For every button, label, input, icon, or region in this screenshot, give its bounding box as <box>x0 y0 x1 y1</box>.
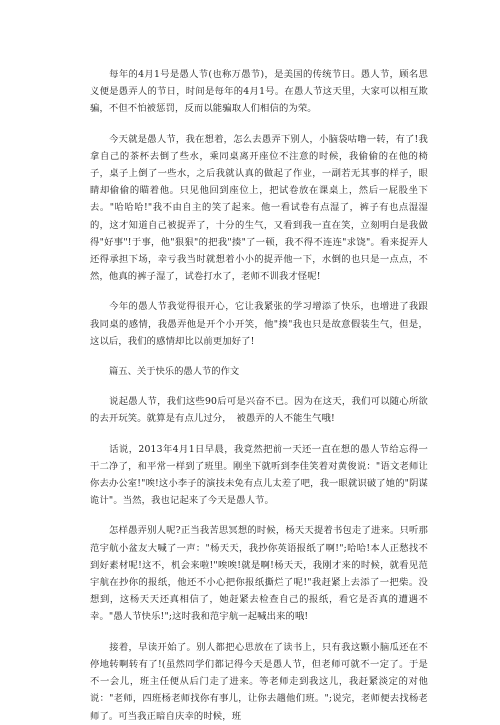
paragraph <box>90 639 428 725</box>
paragraph <box>90 393 428 427</box>
paragraph-text: 说起愚人节，我们这些90后可是兴奋不已。因为在这天，我们可以随心所欲的去开玩笑。就算是有点儿过分， 被愚弄的人不能生气哦! <box>90 396 428 425</box>
paragraph <box>90 131 428 286</box>
paragraph <box>90 522 428 625</box>
paragraph-text: 每年的4月1号是愚人节(也称万愚节)，是美国的传统节日。愚人节，顾名思义便是愚弄人的节日，时间是每年的4月1号。在愚人节这天里，大家可以相互欺骗，不但不怕被惩罚，反而以能骗取人们相信的为荣。 <box>90 69 428 115</box>
paragraph-text: 今天就是愚人节，我在想着，怎么去愚弄下别人，小脑袋咕噜一转，有了!我拿自己的茶杯去倒了些水，乘同桌离开座位不注意的时候，我偷偷的在他的椅子，桌子上倒了一些水，之后我就认真的做起了作业，一副若无其事的样子，眼睛却偷偷的瞄着他。只见他回到座位上，把试卷放在课桌上，然后一屁股坐下去。"哈哈哈!"我不由自主的笑了起来。他一看试卷有点湿了，裤子有也点湿湿的，这才知道自己被捉弄了，十分的生气，又看到我一直在笑，立刻明白是我做得"好事"!于事，他"狠狠"的把我"揍"了一顿，我不得不连连"求饶"。看来捉弄人还得承担下场，幸亏我当时就想着小小的捉弄他一下，水倒的也只是一点点，不然，他真的裤子湿了，试卷打水了，老师不训我才怪呢! <box>90 133 428 283</box>
paragraph <box>90 298 428 350</box>
paragraph-text: 怎样愚弄别人呢?正当我苦思冥想的时候，杨天天提着书包走了进来。只听那范宇航小盆友大喊了一声："杨天天，我抄你英语报纸了啊!";哈哈!本人正愁找不到好素材呢!这不，机会来啦!"唉唉!就是啊!杨天天，我刚才来的时候，就看见范宇航在抄你的报纸，他还不小心把你报纸撕烂了呢!"我赶紧上去添了一把柴。没想到，这杨天天还真相信了，她赶紧去检查自己的报纸，看它是否真的遭遇不幸。"愚人节快乐!";这时我和范宇航一起喊出来的哦! <box>90 525 428 623</box>
paragraph-text: 话说，2013年4月1日早晨，我竟然把前一天还一直在想的愚人节给忘得一干二净了，和平常一样到了班里。刚坐下就听到李佳笑着对黄俊说："语文老师让你去办公室!"唉!这小李子的演技未免有点儿太差了吧，我一眼就识破了她的"阴谋诡计"。当然，我也记起来了今天是愚人节。 <box>90 443 428 507</box>
section-heading <box>90 363 428 380</box>
section-heading-text: 篇五、关于快乐的愚人节的作文 <box>109 366 240 378</box>
paragraph-text: 接着，早读开始了。别人都把心思放在了读书上，只有我这颗小脑瓜还在不停地转啊转有了!(虽然同学们都记得今天是愚人节，但老师可就不一定了。于是不一会儿，班主任便从后门走了进来。等老师走到我这儿，我赶紧淡定的对他说："老师，四班杨老师找你有事儿，让你去趟他们班。";说完，老师便去找杨老师了。可当我正暗自庆幸的时候，班 <box>90 641 428 722</box>
paragraph <box>90 66 428 118</box>
paragraph <box>90 441 428 510</box>
paragraph-text: 今年的愚人节我觉得很开心，它让我紧张的学习增添了快乐，也增进了我跟我同桌的感情，我愚弄他是开个小开笑，他"揍"我也只是故意假装生气，但是，这以后，我们的感情却比以前更加好了! <box>90 301 428 347</box>
